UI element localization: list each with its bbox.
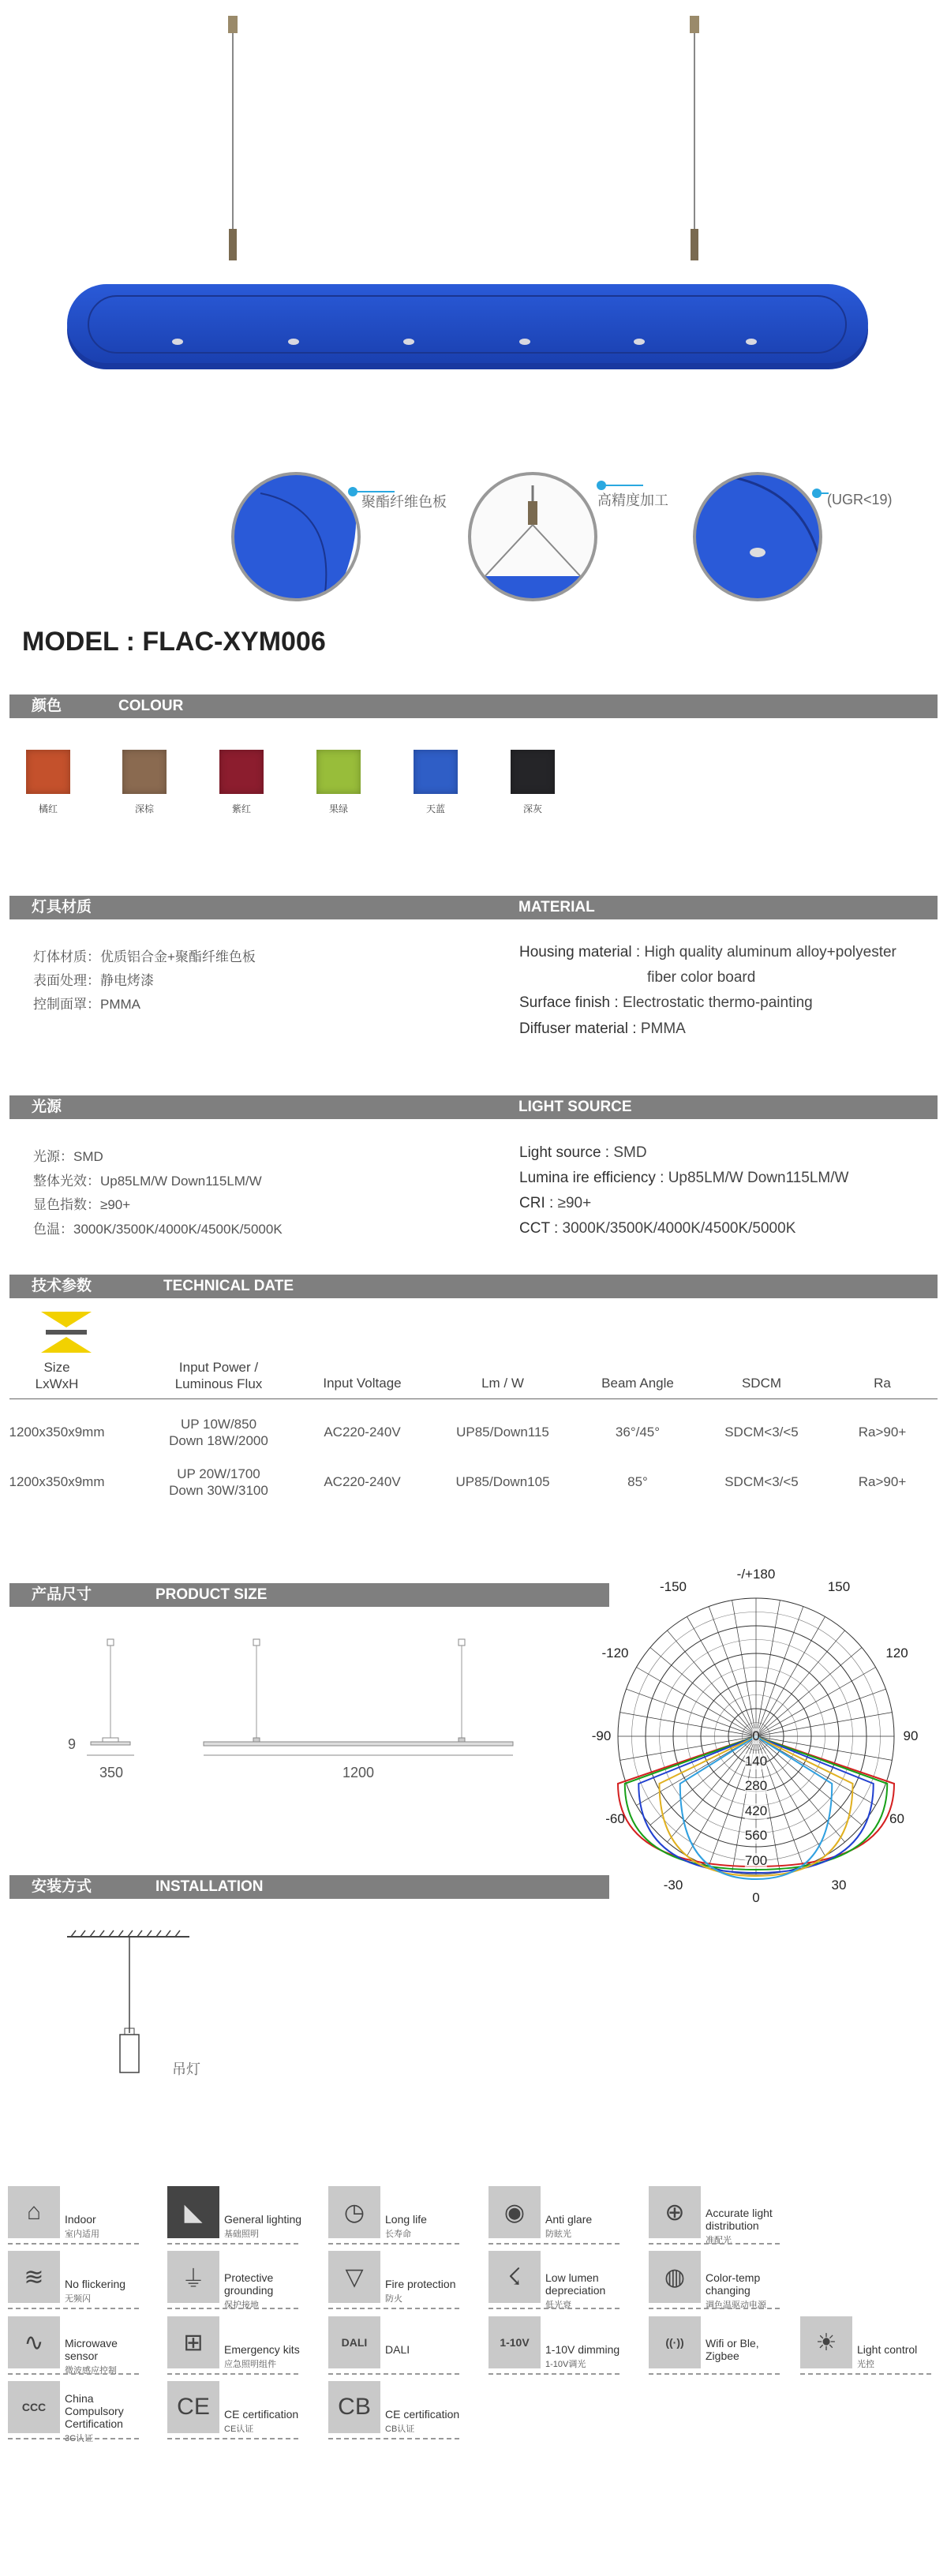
feature-divider xyxy=(328,2438,459,2439)
feature-item xyxy=(328,2316,478,2376)
feature-item xyxy=(167,2186,317,2246)
feature-divider xyxy=(167,2243,298,2245)
tech-header-en: TECHNICAL DATE xyxy=(163,1278,294,1294)
polar-angle-label: 90 xyxy=(903,1728,919,1743)
install-header-en: INSTALLATION xyxy=(155,1878,264,1895)
install-header-cn: 安装方式 xyxy=(32,1878,92,1895)
feature-divider xyxy=(167,2438,298,2439)
colour-swatch xyxy=(122,750,167,794)
material-cn-2: 控制面罩：PMMA xyxy=(33,997,140,1012)
material-header-en: MATERIAL xyxy=(518,899,595,915)
feature-divider xyxy=(488,2243,619,2245)
polar-angle-label: 150 xyxy=(827,1579,851,1594)
clock-icon: ◷ xyxy=(328,2186,380,2238)
feature-divider xyxy=(328,2308,459,2309)
feature-item xyxy=(488,2251,638,2311)
material-header xyxy=(9,896,938,919)
lumen-icon: ☇ xyxy=(488,2251,541,2303)
size-width: 350 xyxy=(99,1765,124,1780)
feature-label-cn: CE认证 xyxy=(224,2424,254,2434)
colour-swatch-label: 紫红 xyxy=(231,803,251,814)
callout-fiber: 聚酯纤维色板 xyxy=(361,494,447,510)
tech-cell: SDCM<3/<5 xyxy=(724,1425,799,1440)
feature-label: Fire protection xyxy=(385,2278,456,2290)
feature-label: CE certification xyxy=(385,2408,460,2421)
polar-angle-label: 30 xyxy=(831,1878,847,1893)
feature-divider xyxy=(328,2243,459,2245)
tech-col-header: Input Voltage xyxy=(323,1376,402,1391)
feature-divider xyxy=(8,2438,139,2439)
polar-radial-label: 140 xyxy=(744,1753,768,1769)
tech-cell: AC220-240V xyxy=(324,1425,401,1440)
feature-divider xyxy=(167,2308,298,2309)
light-en-0: Light source : SMD xyxy=(519,1144,647,1161)
colour-swatch-label: 橘红 xyxy=(38,803,58,814)
polar-radial-label: 560 xyxy=(744,1828,768,1843)
house-icon: ⌂ xyxy=(8,2186,60,2238)
ground-icon: ⏚ xyxy=(167,2251,219,2303)
size-drawing xyxy=(63,1634,537,1792)
feature-label-cn: 微波感应控制 xyxy=(65,2366,117,2376)
tech-cell: SDCM<3/<5 xyxy=(724,1474,799,1489)
feature-divider xyxy=(8,2308,139,2309)
feature-item xyxy=(8,2251,158,2311)
material-en-1: fiber color board xyxy=(647,969,756,986)
install-header xyxy=(9,1875,609,1899)
tech-cell: 1200x350x9mm xyxy=(9,1425,105,1440)
feature-label-cn: 无频闪 xyxy=(65,2294,91,2304)
colour-swatch-label: 天蓝 xyxy=(425,803,445,814)
feature-item xyxy=(488,2186,638,2246)
polar-angle-label: -60 xyxy=(605,1811,625,1826)
feature-divider xyxy=(8,2243,139,2245)
tech-header-rule xyxy=(9,1398,938,1399)
colour-swatch-label: 深灰 xyxy=(522,803,542,814)
feature-label: Indoor xyxy=(65,2213,96,2226)
light-en-3: CCT : 3000K/3500K/4000K/4500K/5000K xyxy=(519,1220,796,1237)
cb-icon: CB xyxy=(328,2381,380,2433)
feature-label: Wifi or Ble, Zigbee xyxy=(706,2337,759,2362)
colour-swatch xyxy=(511,750,555,794)
colour-swatch xyxy=(219,750,264,794)
tech-cell: Ra>90+ xyxy=(858,1425,907,1440)
feature-label: Color-temp changing xyxy=(706,2271,761,2297)
feature-label-cn: 3C认证 xyxy=(65,2434,94,2443)
feature-label: No flickering xyxy=(65,2278,126,2290)
feature-divider xyxy=(167,2373,298,2375)
sun-icon: ☀ xyxy=(800,2316,852,2368)
tech-cell: Ra>90+ xyxy=(858,1474,907,1489)
tech-col-header: Lm / W xyxy=(481,1376,524,1391)
polar-angle-label: -/+180 xyxy=(736,1567,776,1582)
feature-item xyxy=(649,2316,799,2376)
size-length: 1200 xyxy=(342,1765,375,1780)
flicker-icon: ≋ xyxy=(8,2251,60,2303)
polar-radial-label: 700 xyxy=(744,1852,768,1868)
dali-icon: DALI xyxy=(328,2316,380,2368)
tech-col-header: Ra xyxy=(874,1376,891,1391)
polar-radial-label: 420 xyxy=(744,1803,768,1818)
polar-angle-label: 120 xyxy=(885,1646,908,1661)
tech-header-cn: 技术参数 xyxy=(32,1278,92,1294)
feature-label: CE certification xyxy=(224,2408,299,2421)
emergency-icon: ⊞ xyxy=(167,2316,219,2368)
feature-item xyxy=(8,2186,158,2246)
product-hero xyxy=(0,0,947,379)
light-icon: ◣ xyxy=(167,2186,219,2238)
size-header-en: PRODUCT SIZE xyxy=(155,1586,268,1603)
feature-item xyxy=(649,2251,799,2311)
ccc-icon: CCC xyxy=(8,2381,60,2433)
tech-col-header: Beam Angle xyxy=(601,1376,674,1391)
feature-divider xyxy=(649,2308,780,2309)
feature-label-cn: 基础照明 xyxy=(224,2230,259,2239)
feature-label: Anti glare xyxy=(545,2213,593,2226)
feature-divider xyxy=(488,2373,619,2375)
colour-swatch xyxy=(414,750,458,794)
feature-label: China Compulsory Certification xyxy=(65,2392,124,2430)
feature-label: Low lumen depreciation xyxy=(545,2271,606,2297)
wave-icon: ∿ xyxy=(8,2316,60,2368)
tech-cell: UP 20W/1700 Down 30W/3100 xyxy=(169,1466,268,1498)
model-title: MODEL : FLAC-XYM006 xyxy=(22,627,326,657)
feature-label: Microwave sensor xyxy=(65,2337,118,2362)
colour-header-cn: 颜色 xyxy=(32,698,62,714)
light-en-1: Lumina ire efficiency : Up85LM/W Down115LM/W xyxy=(519,1170,849,1186)
feature-label-cn: 室内适用 xyxy=(65,2230,99,2239)
fire-icon: ▽ xyxy=(328,2251,380,2303)
feature-label-cn: 保护接地 xyxy=(224,2301,259,2310)
feature-label: Accurate light distribution xyxy=(706,2207,773,2232)
polar-angle-label: -120 xyxy=(601,1646,629,1661)
install-label: 吊灯 xyxy=(172,2061,200,2077)
callout-precision: 高精度加工 xyxy=(597,492,668,508)
polar-angle-label: 0 xyxy=(752,1889,760,1905)
feature-item xyxy=(328,2381,478,2441)
light-cn-1: 整体光效：Up85LM/W Down115LM/W xyxy=(33,1174,262,1189)
light-cn-2: 显色指数：≥90+ xyxy=(33,1197,131,1212)
feature-label: Protective grounding xyxy=(224,2271,274,2297)
material-cn-0: 灯体材质：优质铝合金+聚酯纤维色板 xyxy=(33,949,256,964)
polar-radial-label: 280 xyxy=(744,1778,768,1793)
feature-label: Emergency kits xyxy=(224,2343,300,2356)
callout-ugr: (UGR<19) xyxy=(827,492,893,507)
feature-divider xyxy=(800,2373,931,2375)
size-header-cn: 产品尺寸 xyxy=(32,1586,92,1603)
size-height: 9 xyxy=(68,1736,77,1752)
feature-label-cn: 应急照明组件 xyxy=(224,2360,276,2369)
feature-item xyxy=(649,2186,799,2246)
tech-col-header: SDCM xyxy=(741,1376,782,1391)
tech-cell: 1200x350x9mm xyxy=(9,1474,105,1489)
material-header-cn: 灯具材质 xyxy=(32,899,92,915)
colour-swatch-label: 果绿 xyxy=(328,803,348,814)
feature-divider xyxy=(649,2373,780,2375)
feature-label: Long life xyxy=(385,2213,427,2226)
material-en-3: Diffuser material : PMMA xyxy=(519,1020,686,1037)
colortemp-icon: ◍ xyxy=(649,2251,701,2303)
colour-swatch xyxy=(316,750,361,794)
feature-item xyxy=(488,2316,638,2376)
colour-header-en: COLOUR xyxy=(118,698,184,714)
feature-label-cn: 调色温驱动电源 xyxy=(706,2301,766,2310)
polar-angle-label: -90 xyxy=(591,1728,612,1743)
size-header xyxy=(9,1583,609,1607)
light-header-cn: 光源 xyxy=(32,1099,62,1115)
feature-divider xyxy=(328,2373,459,2375)
feature-item xyxy=(167,2251,317,2311)
light-header xyxy=(9,1095,938,1119)
tech-header xyxy=(9,1275,938,1298)
tech-col-header: Size LxWxH xyxy=(35,1360,79,1391)
polar-radial-label: 0 xyxy=(752,1728,760,1743)
feature-divider xyxy=(488,2308,619,2309)
feature-item xyxy=(328,2251,478,2311)
dimming-icon: 1-10V xyxy=(488,2316,541,2368)
ce-icon: CE xyxy=(167,2381,219,2433)
feature-item xyxy=(328,2186,478,2246)
size-icon xyxy=(38,1310,95,1354)
material-en-2: Surface finish : Electrostatic thermo-painting xyxy=(519,994,813,1011)
wifi-icon: ((·)) xyxy=(649,2316,701,2368)
feature-label-cn: 防火 xyxy=(385,2294,402,2304)
polar-angle-label: 60 xyxy=(889,1811,904,1826)
feature-label: DALI xyxy=(385,2343,410,2356)
feature-label: General lighting xyxy=(224,2213,302,2226)
feature-label-cn: 1-10V调光 xyxy=(545,2360,586,2369)
detail-circles xyxy=(0,462,947,612)
feature-label-cn: 低光衰 xyxy=(545,2301,571,2310)
feature-item xyxy=(8,2316,158,2376)
feature-label-cn: 长寿命 xyxy=(385,2230,411,2239)
tech-cell: AC220-240V xyxy=(324,1474,401,1489)
feature-label-cn: CB认证 xyxy=(385,2424,415,2434)
feature-item xyxy=(800,2316,947,2376)
material-en-0: Housing material : High quality aluminum alloy+polyester xyxy=(519,944,896,960)
polar-angle-label: -30 xyxy=(663,1878,683,1893)
colour-header xyxy=(9,695,938,718)
colour-swatch-label: 深棕 xyxy=(134,803,154,814)
light-en-2: CRI : ≥90+ xyxy=(519,1195,592,1211)
feature-label-cn: 光控 xyxy=(857,2360,874,2369)
colour-swatch xyxy=(26,750,70,794)
light-cn-3: 色温：3000K/3500K/4000K/4500K/5000K xyxy=(33,1222,283,1237)
target-icon: ⊕ xyxy=(649,2186,701,2238)
light-cn-0: 光源：SMD xyxy=(33,1149,103,1164)
feature-label: Light control xyxy=(857,2343,918,2356)
light-header-en: LIGHT SOURCE xyxy=(518,1099,632,1115)
feature-label-cn: 防眩光 xyxy=(545,2230,571,2239)
feature-label-cn: 准配光 xyxy=(706,2236,732,2245)
tech-col-header: Input Power / Luminous Flux xyxy=(174,1360,263,1391)
feature-item xyxy=(8,2381,158,2441)
eye-icon: ◉ xyxy=(488,2186,541,2238)
feature-item xyxy=(167,2316,317,2376)
feature-divider xyxy=(649,2243,780,2245)
tech-cell: UP85/Down105 xyxy=(455,1474,550,1489)
polar-angle-label: -150 xyxy=(659,1579,687,1594)
tech-cell: 36°/45° xyxy=(615,1425,661,1440)
feature-divider xyxy=(8,2373,139,2375)
feature-label: 1-10V dimming xyxy=(545,2343,620,2356)
feature-item xyxy=(167,2381,317,2441)
tech-cell: 85° xyxy=(627,1474,648,1489)
material-cn-1: 表面处理：静电烤漆 xyxy=(33,973,154,988)
tech-cell: UP 10W/850 Down 18W/2000 xyxy=(169,1417,268,1448)
tech-cell: UP85/Down115 xyxy=(456,1425,549,1440)
